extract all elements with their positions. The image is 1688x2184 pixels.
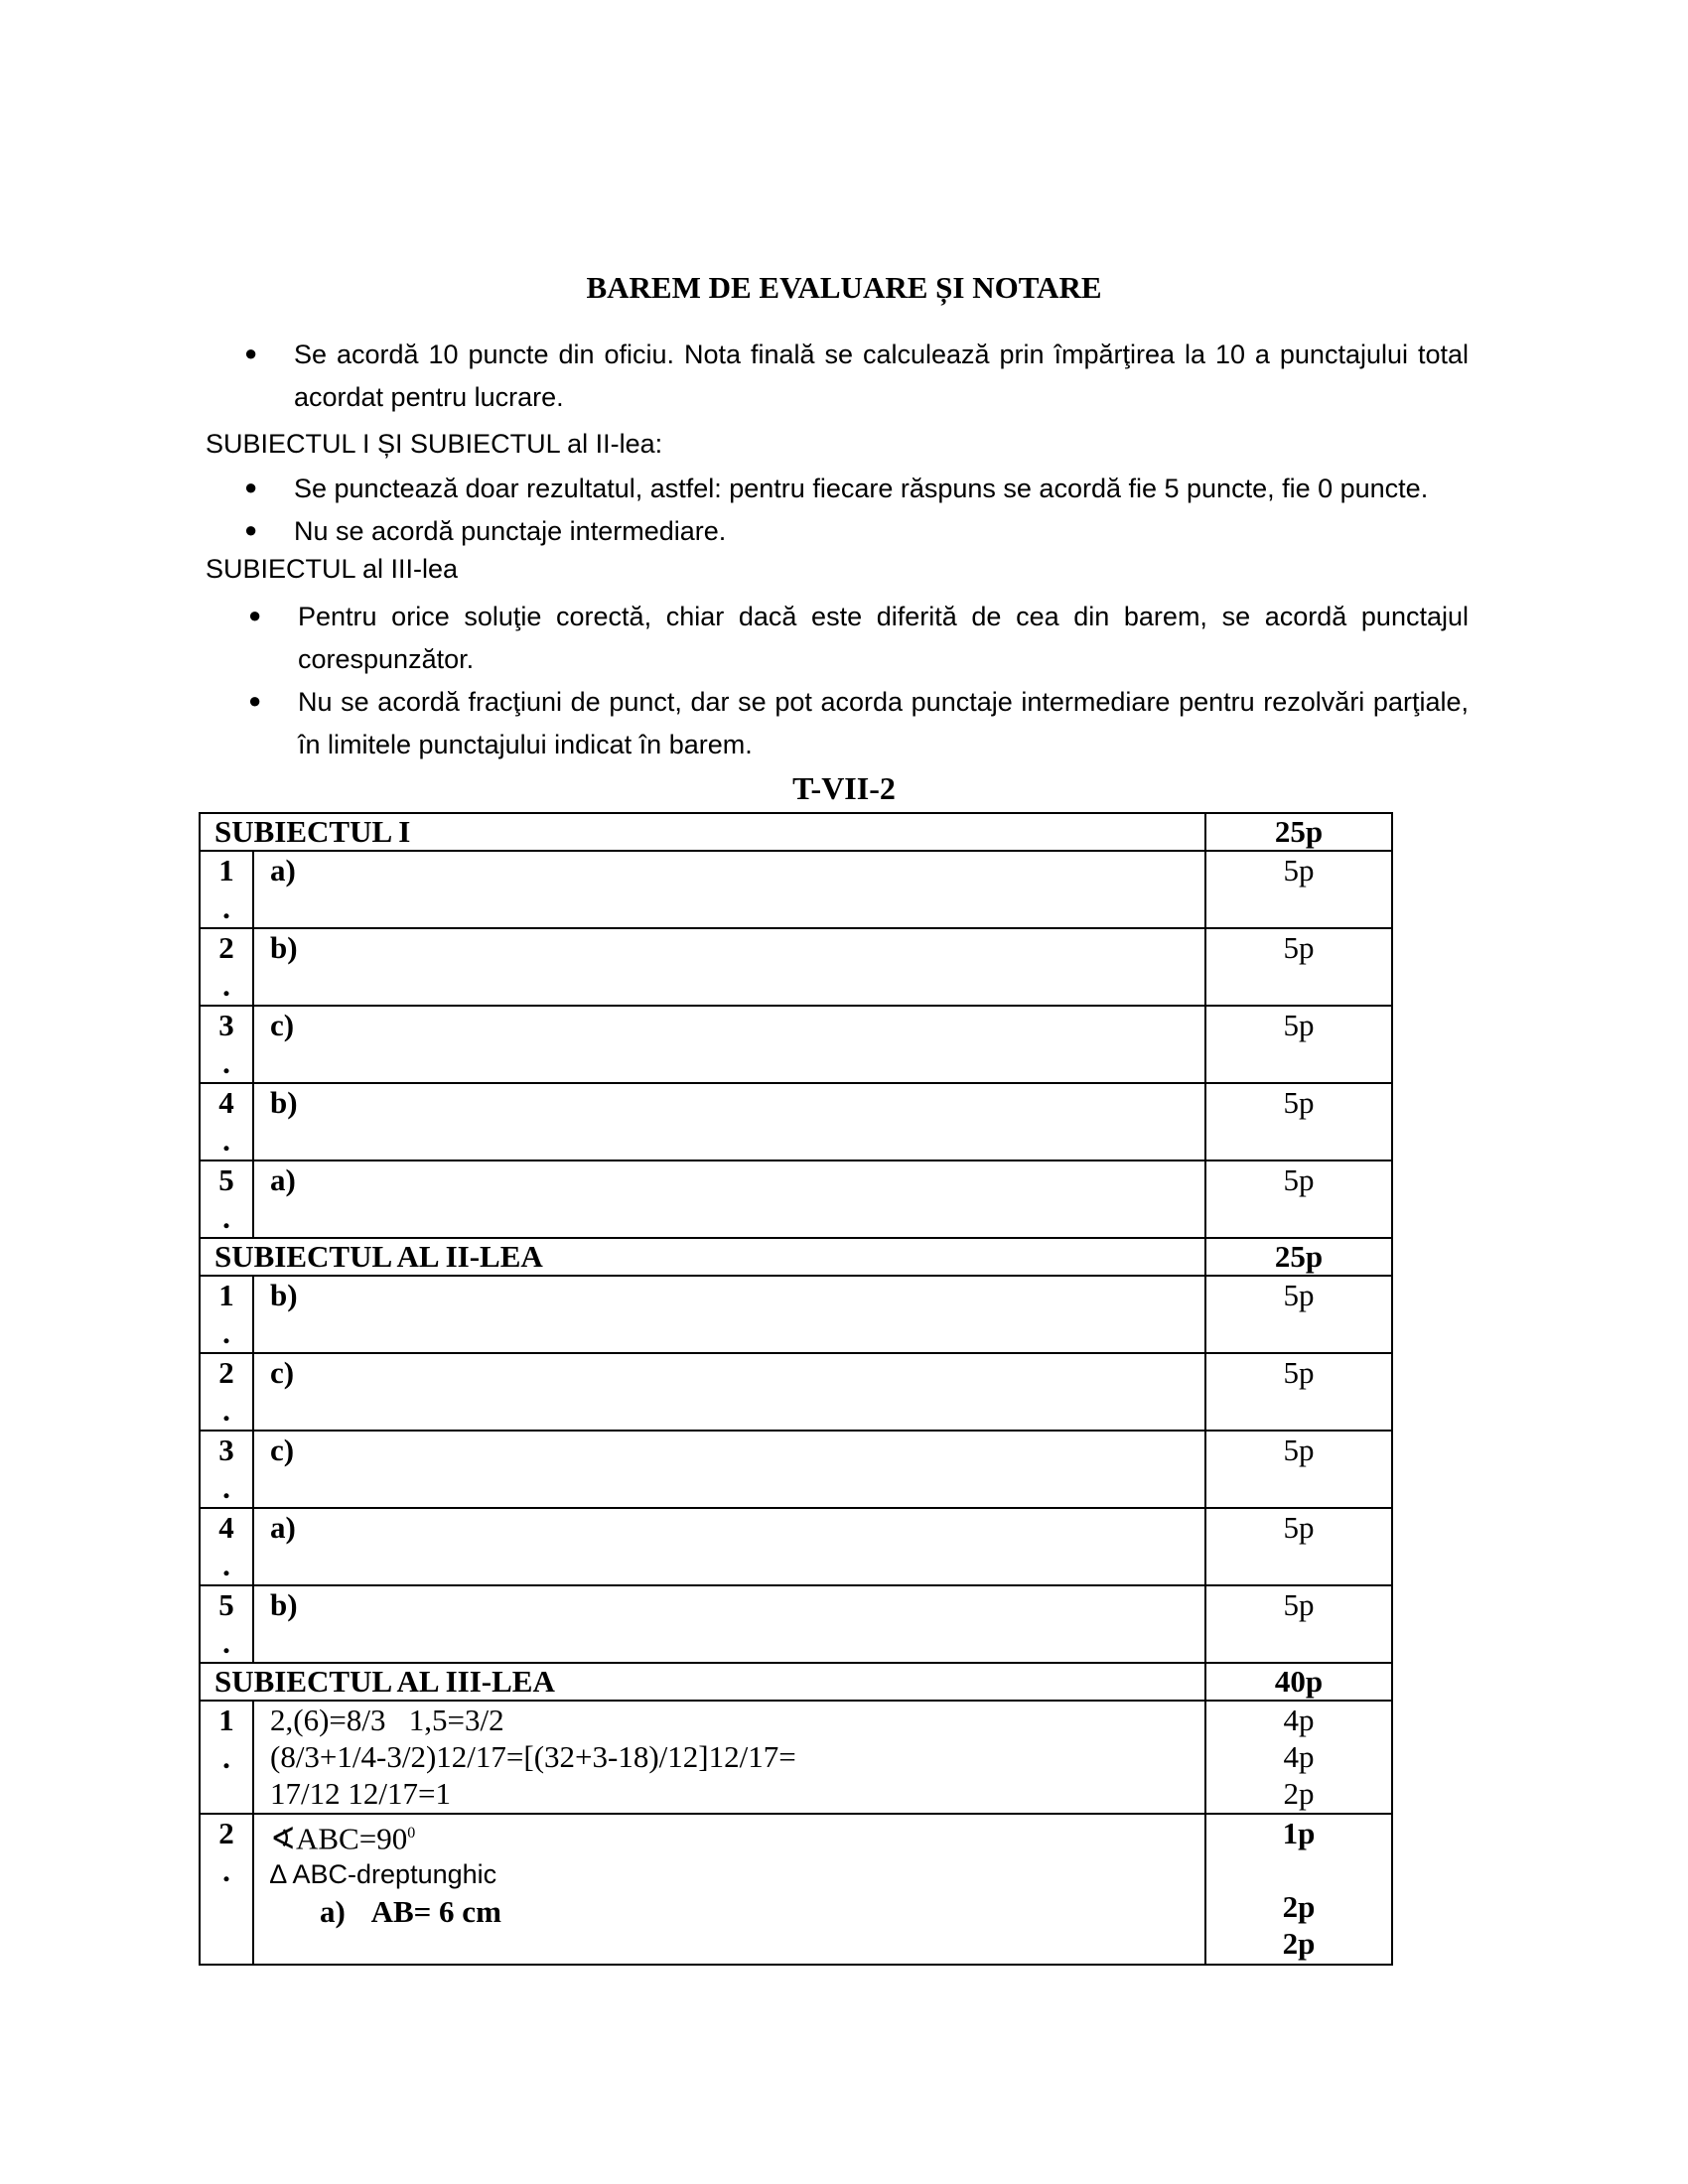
intro-bullet-1: Se acordă 10 puncte din oficiu. Nota finală se calculează prin împărţirea la 10 a punctajului total acordat pentru lucrare.	[294, 340, 1469, 412]
table-row	[200, 1006, 1392, 1083]
item-answer: c)	[253, 1353, 1205, 1431]
bullet-marker: ●	[244, 341, 258, 365]
item-number: 1 .	[200, 1276, 253, 1353]
table-row	[200, 1585, 1392, 1663]
line-points: 1p	[1282, 1816, 1316, 1850]
section1-bullet-1: Se punctează doar rezultatul, astfel: pentru fiecare răspuns se acordă fie 5 puncte, fie 0 puncte.	[294, 474, 1429, 503]
section-label: SUBIECTUL AL III-LEA	[200, 1663, 1205, 1701]
page-title: BAREM DE EVALUARE ȘI NOTARE	[586, 270, 1102, 305]
section3-bullet-2: Nu se acordă fracţiuni de punct, dar se pot acorda punctaje intermediare pentru rezolvări parţiale, în limitele punctajului indicat în barem.	[298, 687, 1469, 759]
item-number: 4 .	[200, 1508, 253, 1585]
sub-item-label: a)	[320, 1894, 346, 1930]
item-number: 2 .	[200, 1353, 253, 1431]
item-answer: b)	[253, 1585, 1205, 1663]
item-number: 2 .	[200, 1814, 253, 1965]
section-header-row	[200, 1663, 1392, 1701]
section3-bullet-1: Pentru orice soluţie corectă, chiar dacă este diferită de cea din barem, se acordă punctajul corespunzător.	[298, 602, 1469, 674]
table-row	[200, 1083, 1392, 1160]
item-points: 5p	[1205, 851, 1392, 928]
section-points: 40p	[1205, 1663, 1392, 1701]
bullet-marker: ●	[248, 688, 262, 713]
item-number: 5 .	[200, 1160, 253, 1238]
item-points: 5p	[1205, 1431, 1392, 1508]
section-header-row	[200, 813, 1392, 851]
item-number: 4 .	[200, 1083, 253, 1160]
item-points: 5p	[1205, 1508, 1392, 1585]
table-row	[200, 1276, 1392, 1353]
table-row	[200, 1701, 1392, 1814]
section1-heading: SUBIECTUL I ȘI SUBIECTUL al II-lea:	[206, 429, 663, 459]
line-points: 2p	[1282, 1926, 1316, 1961]
line-points: 2p	[1283, 1776, 1315, 1811]
item-points: 5p	[1205, 1276, 1392, 1353]
item-answer: b)	[253, 928, 1205, 1006]
item-solution	[253, 1701, 1205, 1814]
item-answer: a)	[253, 1508, 1205, 1585]
item-solution	[253, 1814, 1205, 1965]
table-row	[200, 1431, 1392, 1508]
item-answer: c)	[253, 1431, 1205, 1508]
table-row	[200, 1160, 1392, 1238]
bullet-marker: ●	[244, 475, 258, 499]
section-label: SUBIECTUL I	[200, 813, 1205, 851]
section-points: 25p	[1205, 1238, 1392, 1276]
triangle-line: ∆ ABC-dreptunghic	[270, 1859, 497, 1890]
solution-line: (8/3+1/4-3/2)12/17=[(32+3-18)/12]12/17=	[270, 1739, 796, 1774]
item-points	[1205, 1814, 1392, 1965]
table-row	[200, 1353, 1392, 1431]
item-number: 1 .	[200, 1701, 253, 1814]
table-row	[200, 851, 1392, 928]
item-points: 5p	[1205, 1083, 1392, 1160]
sub-item-a	[270, 1893, 1204, 1930]
section3-heading: SUBIECTUL al III-lea	[206, 554, 459, 584]
table-row	[200, 1814, 1392, 1965]
item-answer: b)	[253, 1083, 1205, 1160]
line-spacer	[1206, 1851, 1391, 1888]
item-points: 5p	[1205, 928, 1392, 1006]
item-points: 5p	[1205, 1585, 1392, 1663]
item-answer: a)	[253, 1160, 1205, 1238]
angle-line: $∢ABC=90^0$	[270, 1821, 416, 1856]
item-number: 1 .	[200, 851, 253, 928]
section-header-row	[200, 1238, 1392, 1276]
item-number: 2 .	[200, 928, 253, 1006]
item-points	[1205, 1701, 1392, 1814]
item-answer: b)	[253, 1276, 1205, 1353]
table-row	[200, 1508, 1392, 1585]
test-code: T-VII-2	[792, 770, 896, 806]
item-answer: a)	[253, 851, 1205, 928]
line-points: 4p	[1283, 1703, 1315, 1737]
item-answer: c)	[253, 1006, 1205, 1083]
solution-line: 2,(6)=8/3 1,5=3/2	[270, 1703, 504, 1737]
grading-table	[199, 812, 1393, 1966]
section1-bullet-2: Nu se acordă punctaje intermediare.	[294, 516, 727, 546]
item-points: 5p	[1205, 1353, 1392, 1431]
line-points: 4p	[1283, 1739, 1315, 1774]
bullet-marker: ●	[244, 517, 258, 542]
line-points: 2p	[1282, 1889, 1316, 1924]
item-number: 3 .	[200, 1431, 253, 1508]
bullet-marker: ●	[248, 603, 262, 627]
section-points: 25p	[1205, 813, 1392, 851]
section-label: SUBIECTUL AL II-LEA	[200, 1238, 1205, 1276]
item-points: 5p	[1205, 1006, 1392, 1083]
item-number: 5 .	[200, 1585, 253, 1663]
item-points: 5p	[1205, 1160, 1392, 1238]
item-number: 3 .	[200, 1006, 253, 1083]
sub-item-text: AB= 6 cm	[370, 1894, 501, 1930]
table-row	[200, 928, 1392, 1006]
solution-line: 17/12 12/17=1	[270, 1776, 451, 1811]
